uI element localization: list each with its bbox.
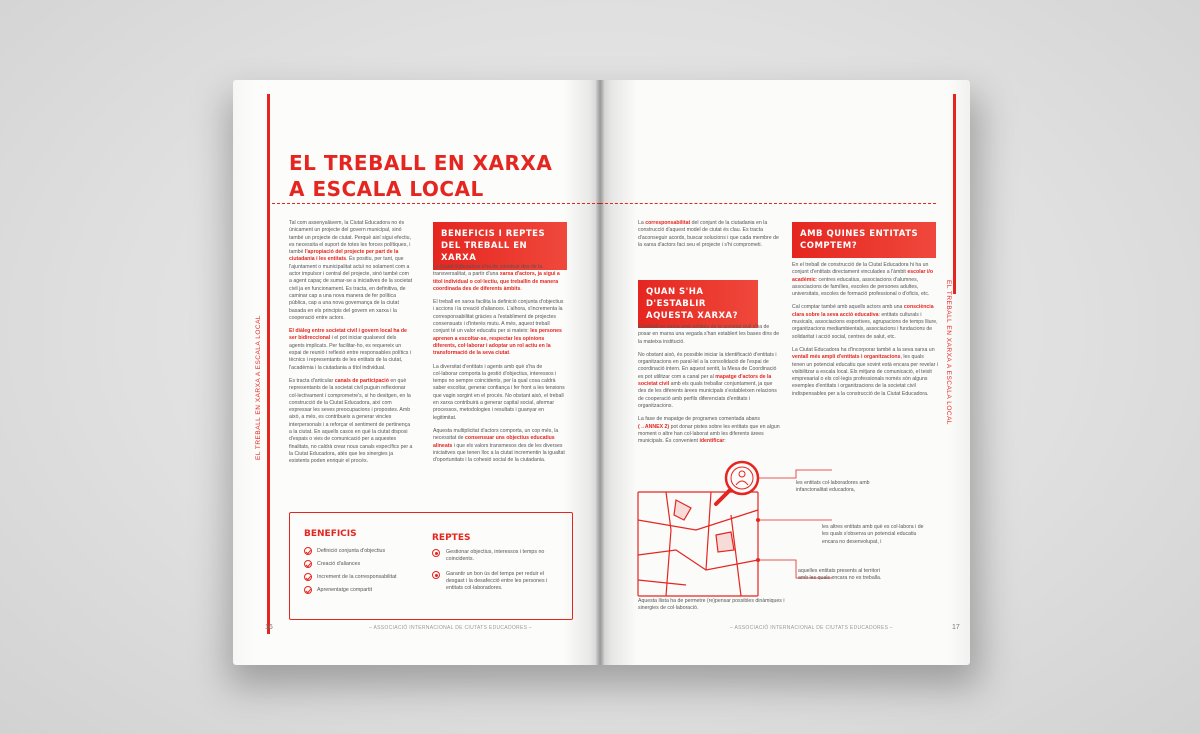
heading-line-2: COMPTEM? [800,241,858,251]
page-title [289,150,552,202]
text: Cal comptar també amb aquells actors amb una [792,304,903,311]
highlight-text: l'apropiació del projecte per part de la ciutadania i les entitats [289,249,399,263]
highlight-text: canals de participació [334,377,389,384]
target-icon [432,549,440,557]
heading-line-2: AQUESTA XARXA? [646,311,739,321]
paragraph [433,428,565,464]
diagram-label: les altres entitats amb què es col·labora i de les quals s'observa un potencial educatiu encara no desenvolupat, i [822,524,924,545]
paragraph [433,299,565,357]
left-column-1 [289,220,413,466]
title-line-2: A ESCALA LOCAL [289,177,484,201]
dashed-divider-right [600,203,936,204]
benefit-item: Creació d'aliances [317,561,361,567]
text: , les quals tenen un potencial educatiu que sovint està encara per revelar i visibilitzar a escala local. Els mitjans de comunicació, el teixit empresarial o els col·legis professionals només són alguns exemples d'entitats i organitzacions de la societat civil indispensables per a la construcció de la Ciutat Educadora. [792,354,938,397]
footer-right: – ASSOCIACIÓ INTERNACIONAL DE CIUTATS EDUCADORES – [730,625,893,631]
text: No obstant això, és possible iniciar la identificació d'entitats i organitzacions en paral·lel a la consolidació de l'espai de coordinació intern. En aquest sentit, la Mesa de Coordinació es pot utilitzar com a canal per al [638,351,777,380]
page-number-left: 16 [265,624,273,631]
highlight-text: identificar [699,438,725,445]
challenge-item: Gestionar objectius, interessos i temps no coincidents. [446,549,545,562]
paragraph: El treball en xarxa amb entitats de la societat civil s'ha de posar en marxa una vegada s'han establert les bases dins de la mateixa institució. [638,324,780,345]
benefit-item: Aprenentatge compartit [317,587,373,593]
check-icon [304,547,312,555]
paragraph [638,220,780,249]
dashed-divider-left [267,203,600,204]
footer-left: – ASSOCIACIÓ INTERNACIONAL DE CIUTATS EDUCADORES – [369,625,532,631]
check-icon [304,586,312,594]
heading-line-1: BENEFICIS I REPTES [441,229,546,239]
text: : entitats culturals i musicals, associacions esportives, agrupacions de temps lliure, organitzacions mediambientals, associacions i fundacions de solidaritat i acció social, centres de salut, etc. [792,311,938,340]
text: . [520,285,522,292]
right-page [600,80,970,665]
heading-line-1: QUAN S'HA D'ESTABLIR [646,287,706,309]
title-line-1: EL TREBALL EN XARXA [289,151,553,175]
left-page [233,80,600,665]
benefit-item: Increment de la corresponsabilitat [317,574,397,580]
highlight-text: El diàleg entre societat civil i govern local ha de ser bidireccional [289,328,407,342]
paragraph [289,220,413,322]
text: . [509,350,511,357]
text: La Ciutat Educadora s'ha de construir des de la transversalitat, a partir d'una [433,264,543,278]
highlight-text: ventall més ampli d'entitats i organitzacions [792,354,901,361]
paragraph [792,262,938,298]
highlight-text: escolar i/o acadèmic [792,269,933,283]
paragraph [433,264,565,293]
section-heading-box [638,280,758,328]
accent-bar-left [267,94,270,634]
paragraph: La diversitat d'entitats i agents amb què s'ha de col·laborar comporta la gestió d'objectius, interessos i temps no sempre coincidents, per la qual cosa caldrà saber escoltar, generar confiança i fer front a les tensions que vagin sorgint en el procés. No obstant això, el treball en xarxa contribuirà a generar capital social, afermar processos, metodologies i resultats i guanyar en legitimitat. [433,363,565,421]
text: del conjunt de la ciutadania en la construcció d'aquest model de ciutat és clau. Es tracta d'aconseguir acords, buscar solucions i que cada membre de la xarxa d'actors faci seu el projecte i s'hi comprometi. [638,220,779,248]
benefit-item: Definició conjunta d'objectius [317,548,386,554]
highlight-text: corresponsabilitat [645,220,691,226]
text: Tal com assenyalàvem, la Ciutat Educadora no és únicament un projecte del govern municipal, sinó també un projecte de ciutat. Perquè així sigui efectiu, es necessita el suport de totes les forces polítiques, i també [289,220,411,256]
target-icon [432,571,440,579]
text: La fase de mapatge de programes comentada abans [638,416,760,423]
paragraph [792,304,938,340]
paragraph [289,328,413,372]
book-spine [596,80,604,665]
side-label-left: EL TREBALL EN XARXA A ESCALA LOCAL [255,314,262,460]
benefits-challenges-box [289,512,573,620]
beneficis-heading: BENEFICIS [304,529,357,539]
text: La [638,220,644,226]
left-column-2 [433,264,565,464]
text: : centres educatius, associacions d'alumnes, associacions de famílies, escoles de persones adultes, universitats, escoles de formació professional o d'oficis, etc. [792,276,930,298]
diagram-label: aquelles entitats presents al territori amb les quals encara no es treballa. [798,568,882,582]
check-icon [304,560,312,568]
paragraph [638,416,780,445]
highlight-text: les persones aprenen a escoltar-se, respectar les opinions diferents, col·laborar i adoptar un rol actiu en la transformació de la seva ciutat [433,328,562,357]
paragraph [289,378,413,466]
diagram-label: les entitats col·laboradores amb infancionalitat educadora, [796,480,870,494]
paragraph [792,347,938,398]
text: El treball en xarxa facilita la definició conjunta d'objectius i accions i la creació d'aliances. L'alhora, s'incrementa la corresponsabilitat gràcies a l'establiment de projectes consensuats i d'interès mutu. A més, aquest treball conjunt té un valor educatiu per si mateix: [433,299,564,335]
right-column-1 [638,324,780,445]
challenge-item: Garantir un bon ús del temps per reduir el desgast i la desafecció entre les persones i entitats col·laboradores. [446,571,548,591]
text: amb els quals treballar conjuntament, ja que des de les diferents àrees municipals s'estableixen relacions de cooperació amb perfils diferenciats d'entitats i organitzacions. [638,381,777,409]
side-label-right: EL TREBALL EN XARXA A ESCALA LOCAL [945,280,952,426]
reptes-heading: REPTES [432,533,471,543]
text: La Ciutat Educadora ha d'incorporar també a la seva xarxa un [792,346,935,353]
page-number-right: 17 [952,624,960,631]
right-column-2 [792,262,938,398]
text: Aquesta multiplicitat d'actors comporta, un cop més, la necessitat de [433,427,559,442]
highlight-text: xarxa d'actors, ja sigui a títol individual o col·lectiu, que treballin de manera coordinada des de diferents àmbits [433,271,560,292]
diagram-caption: Aquesta llista ha de permetre (re)pensar possibles dinàmiques i sinergies de col·laboració. [638,598,785,612]
text: i el pot iniciar qualsevol dels agents implicats. Per facilitar-ho, es requereix un espai de reunió i reflexió entre responsables polítics i tècnics i representants de les entitats de la ciutat, l'acadèmia i la ciutadania a títol individual. [289,335,411,371]
text: : [724,438,726,445]
text: en què representants de la societat civil puguin reflexionar col·lectivament i comprometre's, si ho desitgen, en la construcció de la Ciutat Educadora, així com expressar les seves preocupacions i propostes. Amb això, a més, es contribueix a generar vincles interpersonals i a reforçar el sentiment de pertinença a la ciutat. En aquells casos en què la ciutat disposi d'espais o vies de comunicació per a aquestes finalitats, no caldrà crear nous canals específics per a la Ciutat Educadora, atès que les sinergies ja existents poden enriquir el procés. [289,377,413,465]
section-heading-box [433,222,567,270]
highlight-text: mapatge d'actors de la societat civil [638,373,772,388]
heading-line-2: DEL TREBALL EN XARXA [441,241,528,263]
text: i que els valors transmesos des de les diverses iniciatives que tenen lloc a la ciutat incrementin la igualtat d'oportunitats i la cohesió social de la ciutadania. [433,442,565,464]
text: . És positiu, per tant, que l'ajuntament o municipalitat actuï no solament com a actor impulsor i central del projecte, sinó també com a agent capaç de sumar-se a iniciatives de la societat civil ja en funcionament. Es tracta, en definitiva, de caminar cap a una nova manera de fer política pública, cap a una nova governança de la ciutat basada en els principis del govern en xarxa i la cooperació entre actors. [289,256,413,321]
highlight-text: (→ANNEX 2) [638,423,670,430]
text: En el treball de construcció de la Ciutat Educadora hi ha un conjunt d'entitats directament vinculades a l'àmbit [792,262,929,276]
text: Es tracta d'articular [289,377,334,384]
check-icon [304,573,312,581]
text: pot donar pistes sobre les entitats que en algun moment o altre han col·laborat amb les diferents àrees municipals. És convenient [638,423,780,445]
highlight-text: consensuar uns objectius educatius alineats [433,435,555,449]
accent-bar-right [953,94,956,294]
right-column-1-top [638,220,780,249]
highlight-text: consciència clara sobre la seva acció educativa [792,304,934,318]
paragraph [638,352,780,410]
heading-line-1: AMB QUINES ENTITATS [800,229,919,239]
section-heading-box [792,222,936,258]
